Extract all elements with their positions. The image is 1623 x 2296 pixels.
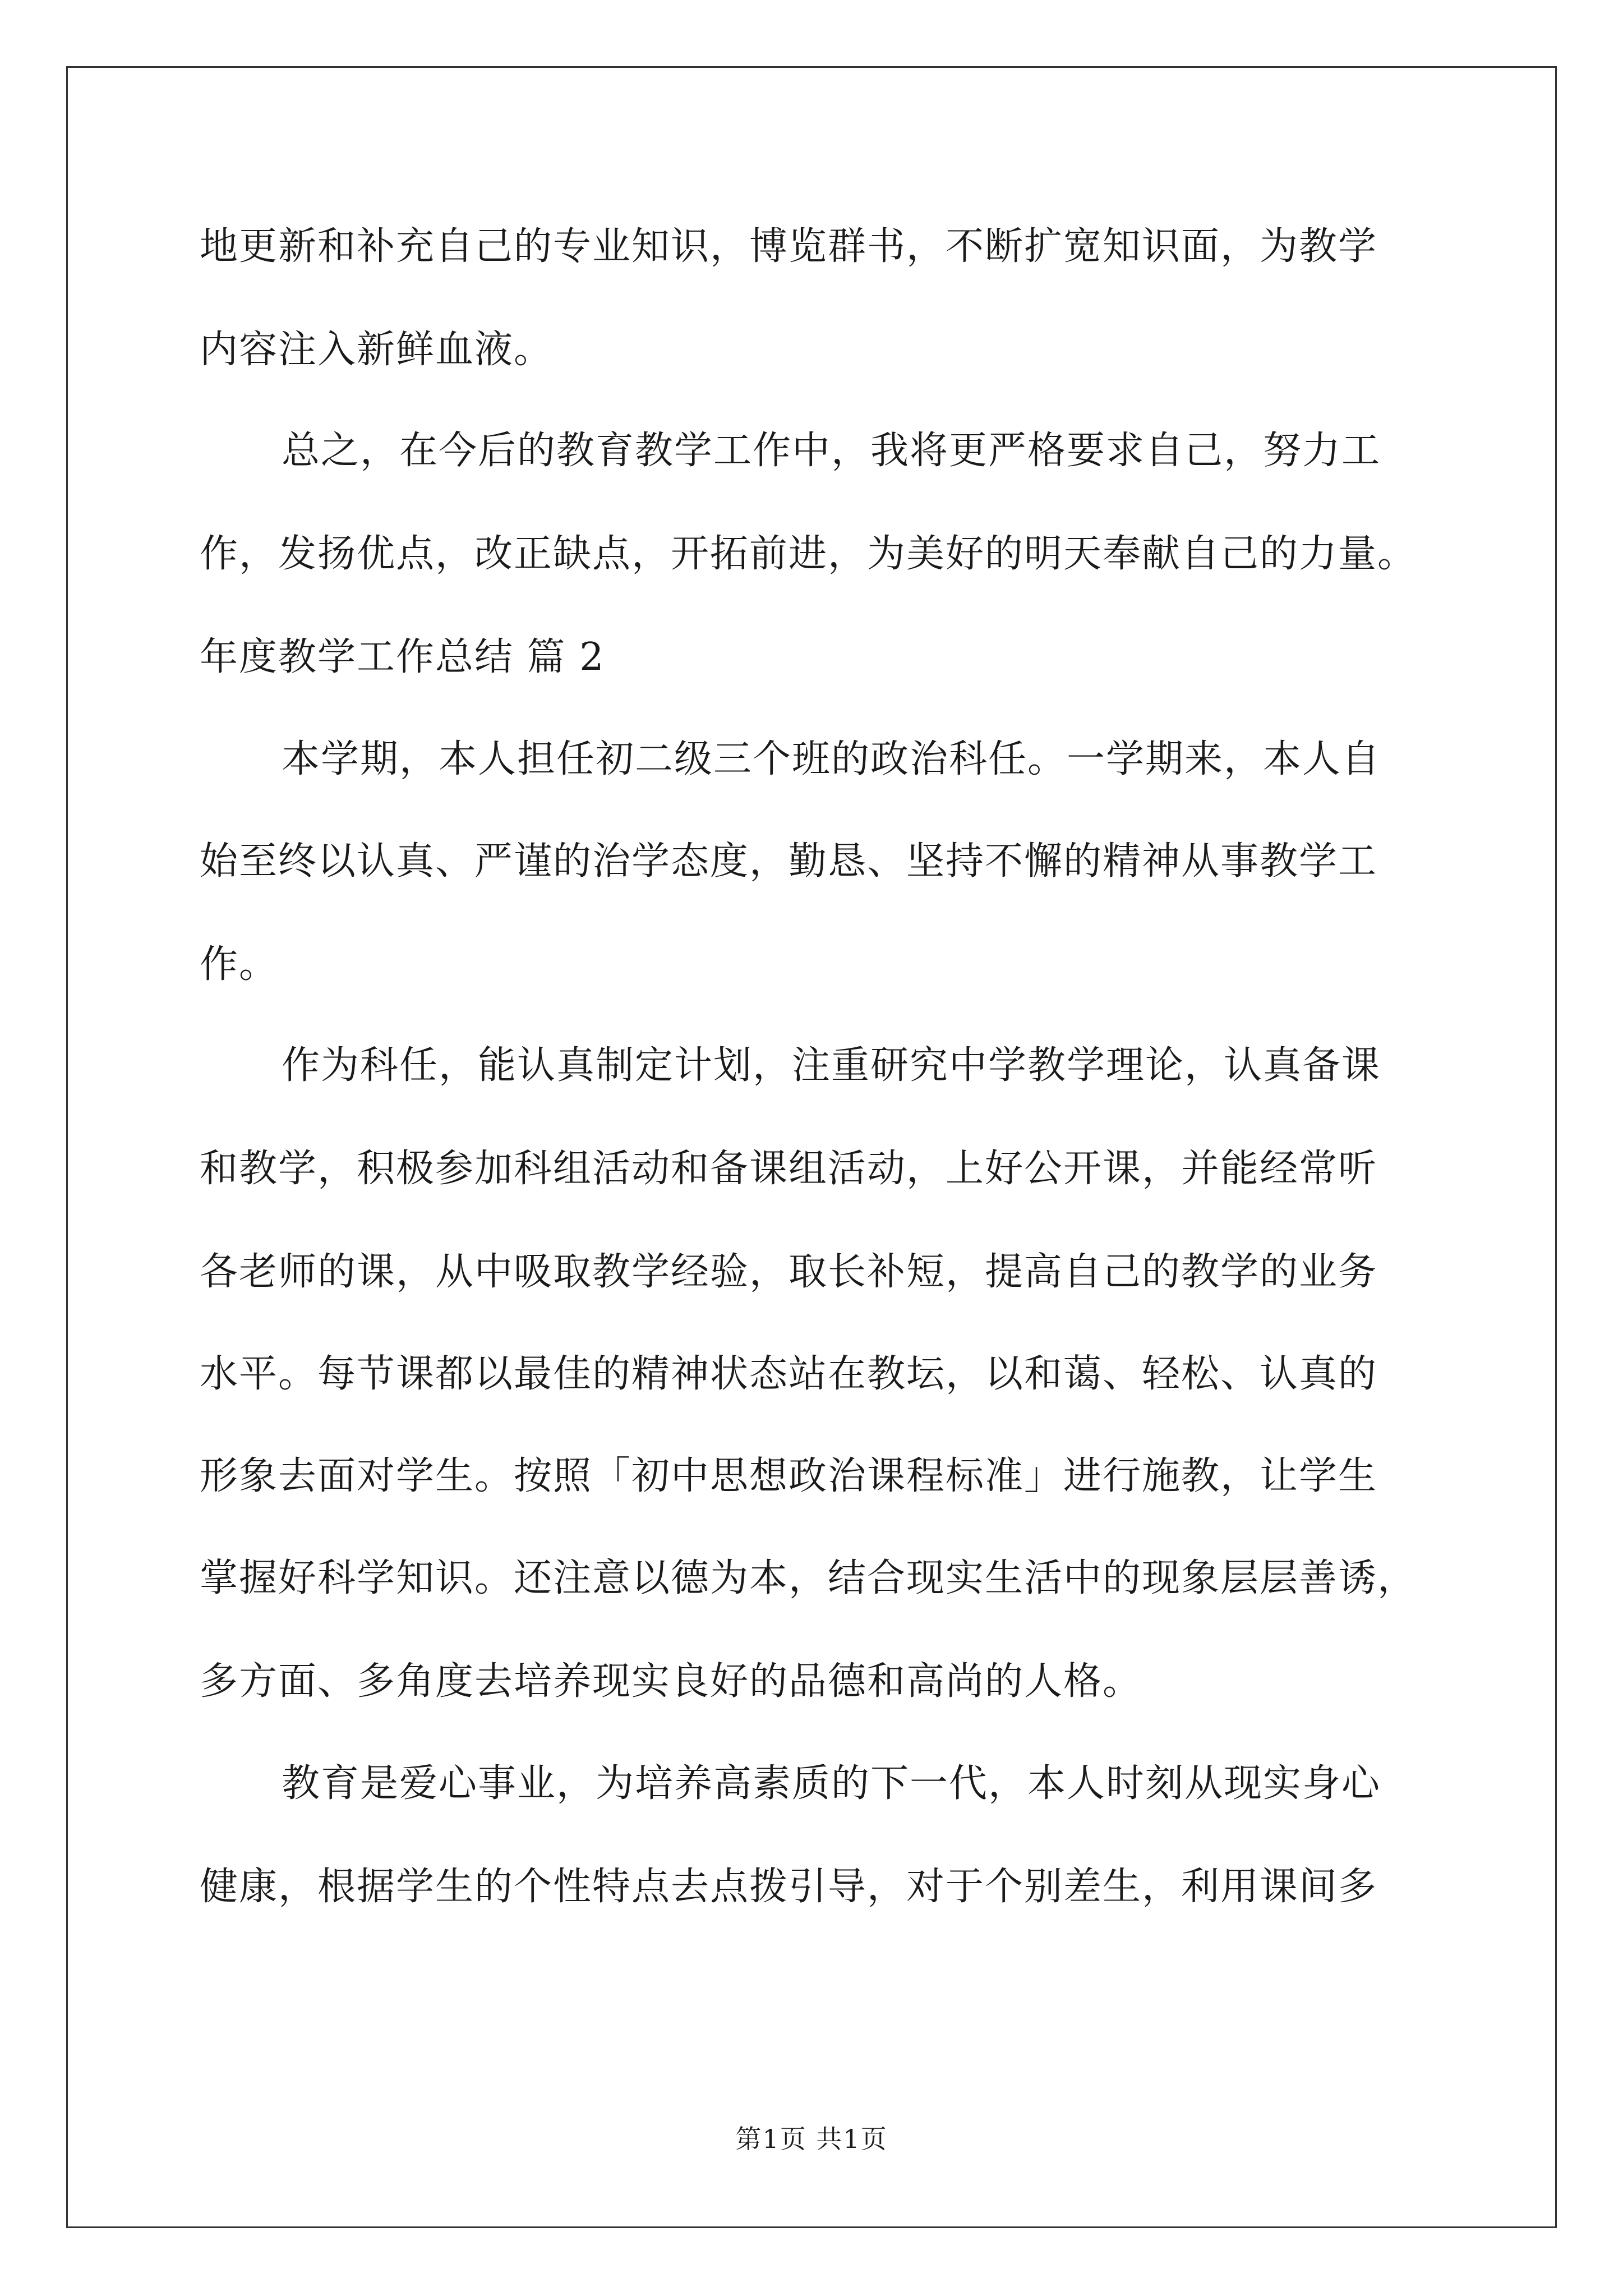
text-line: 始至终以认真、严谨的治学态度，勤恳、坚持不懈的精神从事教学工 <box>200 839 1378 884</box>
text-line: 形象去面对学生。按照「初中思想政治课程标准」进行施教，让学生 <box>200 1454 1378 1498</box>
text-line: 健康，根据学生的个性特点去点拨引导，对于个别差生，利用课间多 <box>200 1865 1378 1909</box>
text-line: 掌握好科学知识。还注意以德为本，结合现实生活中的现象层层善诱， <box>200 1556 1417 1600</box>
text-line: 作为科任，能认真制定计划，注重研究中学教学理论，认真备课 <box>282 1043 1381 1088</box>
text-line: 教育是爱心事业，为培养高素质的下一代，本人时刻从现实身心 <box>282 1761 1381 1806</box>
text-line: 各老师的课，从中吸取教学经验，取长补短，提高自己的教学的业务 <box>200 1250 1378 1294</box>
text-line: 水平。每节课都以最佳的精神状态站在教坛，以和蔼、轻松、认真的 <box>200 1352 1378 1396</box>
text-line: 地更新和补充自己的专业知识，博览群书，不断扩宽知识面，为教学 <box>200 224 1378 269</box>
text-line: 作。 <box>200 942 279 987</box>
text-line: 本学期，本人担任初二级三个班的政治科任。一学期来，本人自 <box>282 737 1381 781</box>
text-line: 内容注入新鲜血液。 <box>200 328 554 372</box>
text-line: 总之，在今后的教育教学工作中，我将更严格要求自己，努力工 <box>282 429 1381 473</box>
text-line: 多方面、多角度去培养现实良好的品德和高尚的人格。 <box>200 1659 1142 1704</box>
page-number-footer: 第1页 共1页 <box>735 2124 888 2154</box>
section-heading: 年度教学工作总结 篇 2 <box>200 635 605 679</box>
text-line: 作，发扬优点，改正缺点，开拓前进，为美好的明天奉献自己的力量。 <box>200 532 1417 576</box>
text-line: 和教学，积极参加科组活动和备课组活动，上好公开课，并能经常听 <box>200 1147 1378 1191</box>
